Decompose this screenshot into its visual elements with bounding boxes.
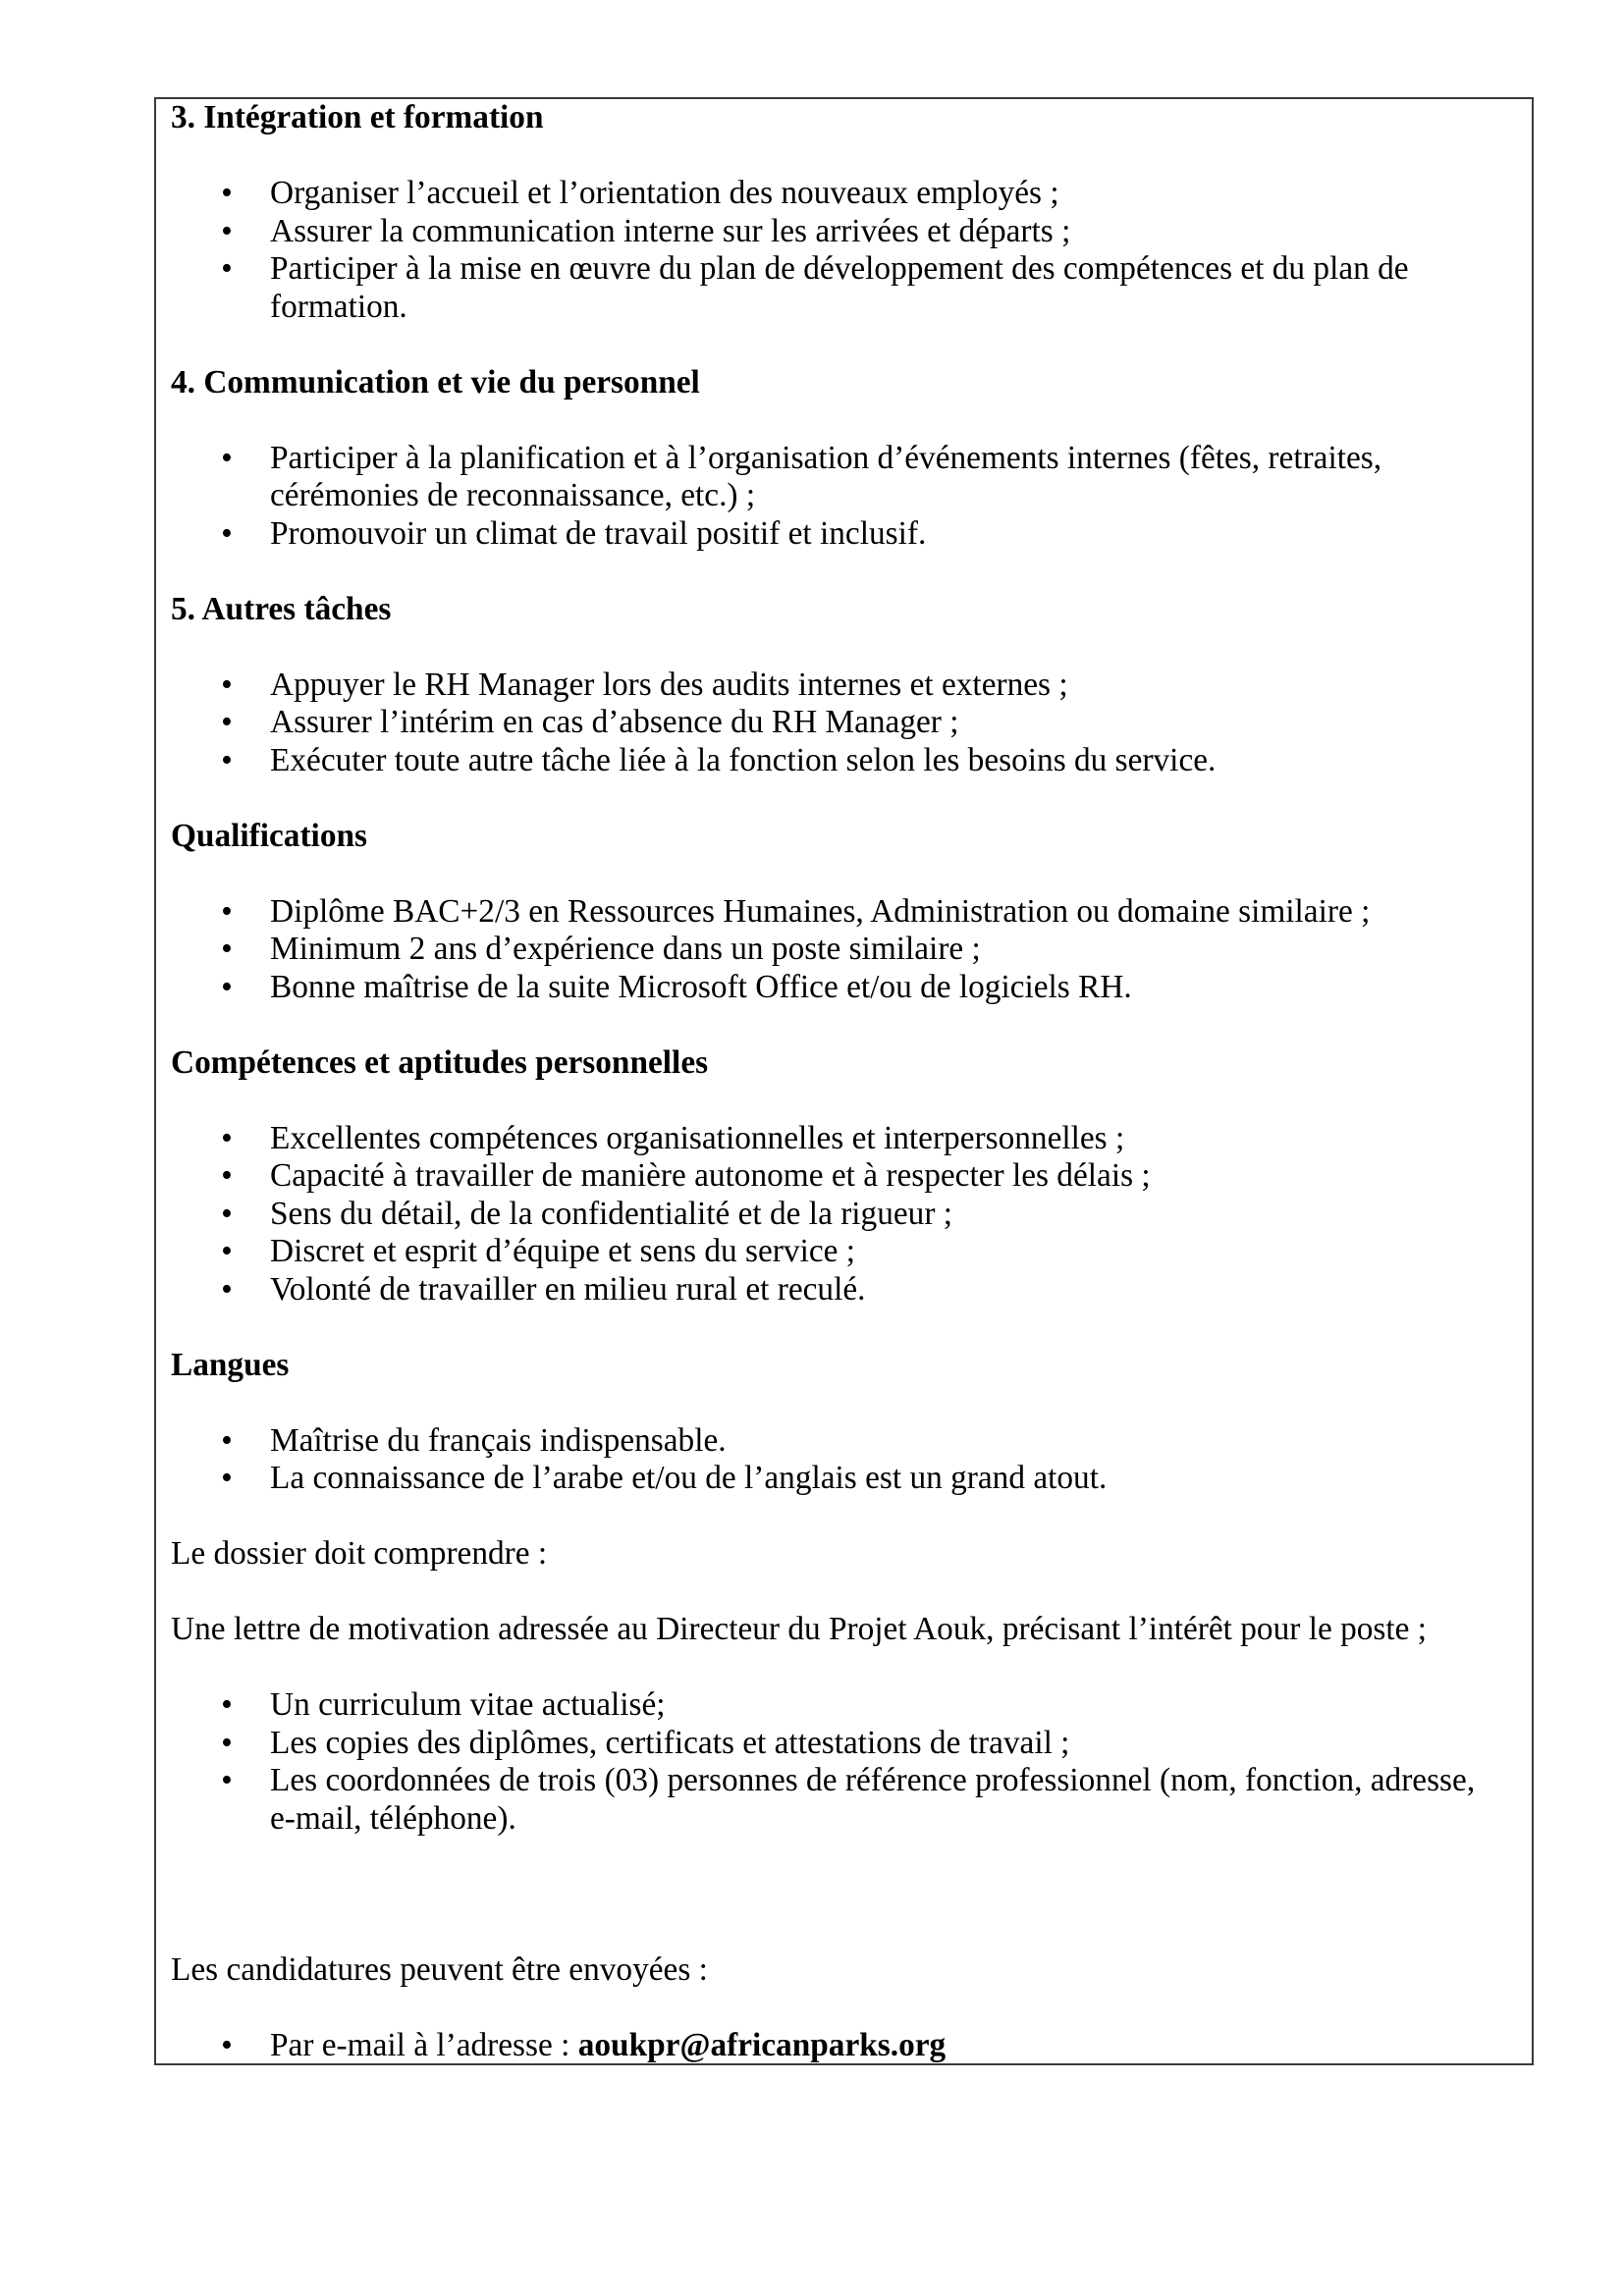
integration-list: [171, 175, 1522, 326]
spacer: [171, 1082, 1522, 1120]
bullet-icon: •: [221, 514, 233, 552]
list-item: • Un curriculum vitae actualisé;: [221, 1686, 666, 1723]
bullet-icon: •: [221, 175, 233, 211]
qualifications-list: [171, 893, 1522, 1007]
bullet-icon: •: [221, 1119, 233, 1156]
section-heading-skills: Compétences et aptitudes personnelles: [171, 1043, 709, 1081]
list-item: • Participer à la mise en œuvre du plan de développement des compétences et du plan de formation.: [221, 250, 1409, 325]
list-item: • Participer à la planification et à l’organisation d’événements internes (fêtes, retraites, cérémonies de reconnaissance, etc.) ;: [221, 439, 1382, 513]
bullet-icon: •: [221, 1195, 233, 1232]
bullet-icon: •: [221, 968, 233, 1005]
list-item: • Appuyer le RH Manager lors des audits internes et externes ;: [221, 666, 1068, 703]
application-list: [171, 2027, 1522, 2065]
bullet-icon: •: [221, 931, 233, 967]
bullet-icon: •: [221, 1157, 233, 1194]
list-item: • Capacité à travailler de manière autonome et à respecter les délais ;: [221, 1157, 1151, 1194]
bullet-icon: •: [221, 1724, 233, 1761]
spacer: [171, 553, 1522, 591]
bullet-icon: •: [221, 892, 233, 930]
spacer: [171, 1649, 1522, 1687]
spacer: [171, 855, 1522, 893]
bullet-icon: •: [221, 1233, 233, 1269]
spacer: [171, 326, 1522, 364]
section-heading-languages: Langues: [171, 1346, 290, 1383]
communication-list: [171, 440, 1522, 554]
list-item: • La connaissance de l’arabe et/ou de l’anglais est un grand atout.: [221, 1460, 1108, 1496]
bullet-icon: •: [221, 212, 233, 249]
spacer: [171, 1913, 1522, 1951]
bullet-icon: •: [221, 1460, 233, 1496]
email-link[interactable]: aoukpr@africanparks.org: [577, 2026, 947, 2063]
list-item: • Discret et esprit d’équipe et sens du service ;: [221, 1233, 856, 1269]
dossier-list: [171, 1686, 1522, 1838]
spacer: [171, 401, 1522, 440]
list-item: • Diplôme BAC+2/3 en Ressources Humaines, Administration ou domaine similaire ;: [221, 892, 1371, 930]
bullet-icon: •: [221, 741, 233, 778]
list-item: [171, 2027, 1502, 2065]
bullet-icon: •: [221, 250, 233, 287]
section-heading-other-tasks: 5. Autres tâches: [171, 590, 392, 627]
list-item: • Organiser l’accueil et l’orientation des nouveaux employés ;: [221, 175, 1059, 211]
list-item: • Assurer la communication interne sur les arrivées et départs ;: [221, 212, 1071, 249]
section-heading-integration: 3. Intégration et formation: [171, 99, 544, 135]
list-item: • Exécuter toute autre tâche liée à la fonction selon les besoins du service.: [221, 741, 1217, 778]
bullet-icon: •: [221, 1686, 233, 1723]
other-tasks-list: [171, 667, 1522, 780]
list-item: • Sens du détail, de la confidentialité et de la rigueur ;: [221, 1195, 953, 1232]
document-content: [171, 99, 1522, 2064]
spacer: [171, 1308, 1522, 1347]
motivation-letter-text: Une lettre de motivation adressée au Directeur du Projet Aouk, précisant l’intérêt pour le poste ;: [171, 1611, 1428, 1647]
bullet-icon: •: [221, 1421, 233, 1459]
spacer: [171, 1989, 1522, 2027]
bullet-icon: •: [221, 1762, 233, 1798]
spacer: [171, 1838, 1522, 1876]
spacer: [171, 137, 1522, 176]
bullet-icon: •: [221, 666, 233, 703]
list-item: • Les copies des diplômes, certificats et attestations de travail ;: [221, 1724, 1070, 1761]
spacer: [171, 1876, 1522, 1914]
skills-list: [171, 1120, 1522, 1309]
bullet-icon: •: [221, 704, 233, 740]
spacer: [171, 779, 1522, 818]
list-item: • Minimum 2 ans d’expérience dans un poste similaire ;: [221, 931, 981, 967]
spacer: [171, 628, 1522, 667]
list-item: • Maîtrise du français indispensable.: [221, 1421, 727, 1459]
bullet-icon: •: [221, 2026, 233, 2063]
spacer: [171, 1498, 1522, 1536]
section-heading-communication: 4. Communication et vie du personnel: [171, 363, 700, 400]
list-item: • Bonne maîtrise de la suite Microsoft Office et/ou de logiciels RH.: [221, 968, 1132, 1005]
list-item: • Les coordonnées de trois (03) personnes de référence professionnel (nom, fonction, adresse, e-mail, téléphone).: [221, 1762, 1476, 1837]
bullet-icon: •: [221, 439, 233, 476]
section-heading-qualifications: Qualifications: [171, 817, 367, 854]
bullet-icon: •: [221, 1270, 233, 1308]
languages-list: [171, 1422, 1522, 1498]
list-item: • Volonté de travailler en milieu rural et reculé.: [221, 1270, 866, 1308]
document-frame: [154, 97, 1534, 2065]
spacer: [171, 1384, 1522, 1422]
dossier-intro: Le dossier doit comprendre :: [171, 1535, 548, 1572]
list-item: • Assurer l’intérim en cas d’absence du RH Manager ;: [221, 704, 959, 740]
spacer: [171, 1006, 1522, 1044]
email-prefix: Par e-mail à l’adresse :: [270, 2026, 578, 2063]
application-intro: Les candidatures peuvent être envoyées :: [171, 1950, 708, 1988]
list-item: • Promouvoir un climat de travail positif et inclusif.: [221, 514, 927, 552]
list-item: • Excellentes compétences organisationnelles et interpersonnelles ;: [221, 1119, 1125, 1156]
spacer: [171, 1574, 1522, 1612]
